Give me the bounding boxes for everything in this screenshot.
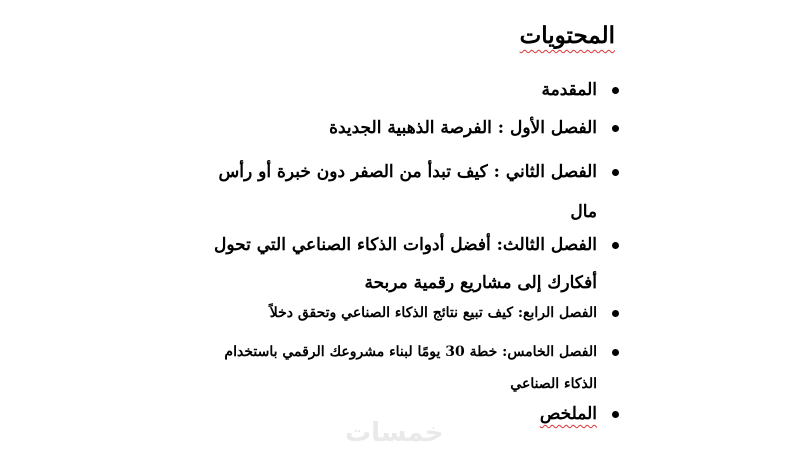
bullet-icon (612, 242, 619, 249)
bullet-icon (612, 87, 619, 94)
bullet-icon (612, 310, 619, 317)
toc-item-summary: الملخص (207, 402, 597, 426)
bullet-icon (612, 349, 619, 356)
bullet-icon (612, 125, 619, 132)
watermark-logo: خمسات (345, 418, 444, 448)
bullet-icon (612, 169, 619, 176)
toc-item-chapter-5: الفصل الخامس: خطة 30 يومًا لبناء مشروعك الرقمي باستخدام الذكاء الصناعي (207, 336, 597, 400)
toc-item-chapter-4: الفصل الرابع: كيف تبيع نتائج الذكاء الصناعي وتحقق دخلاً (207, 302, 597, 324)
toc-item-chapter-2: الفصل الثاني : كيف تبدأ من الصفر دون خبرة أو رأس مال (207, 152, 597, 232)
document-title: المحتويات (519, 22, 615, 49)
toc-item-chapter-1: الفصل الأول : الفرصة الذهبية الجديدة (207, 116, 597, 140)
toc-item-chapter-3: الفصل الثالث: أفضل أدوات الذكاء الصناعي التي تحول أفكارك إلى مشاريع رقمية مربحة (207, 226, 597, 302)
bullet-icon (612, 411, 619, 418)
toc-item-introduction: المقدمة (207, 78, 597, 102)
